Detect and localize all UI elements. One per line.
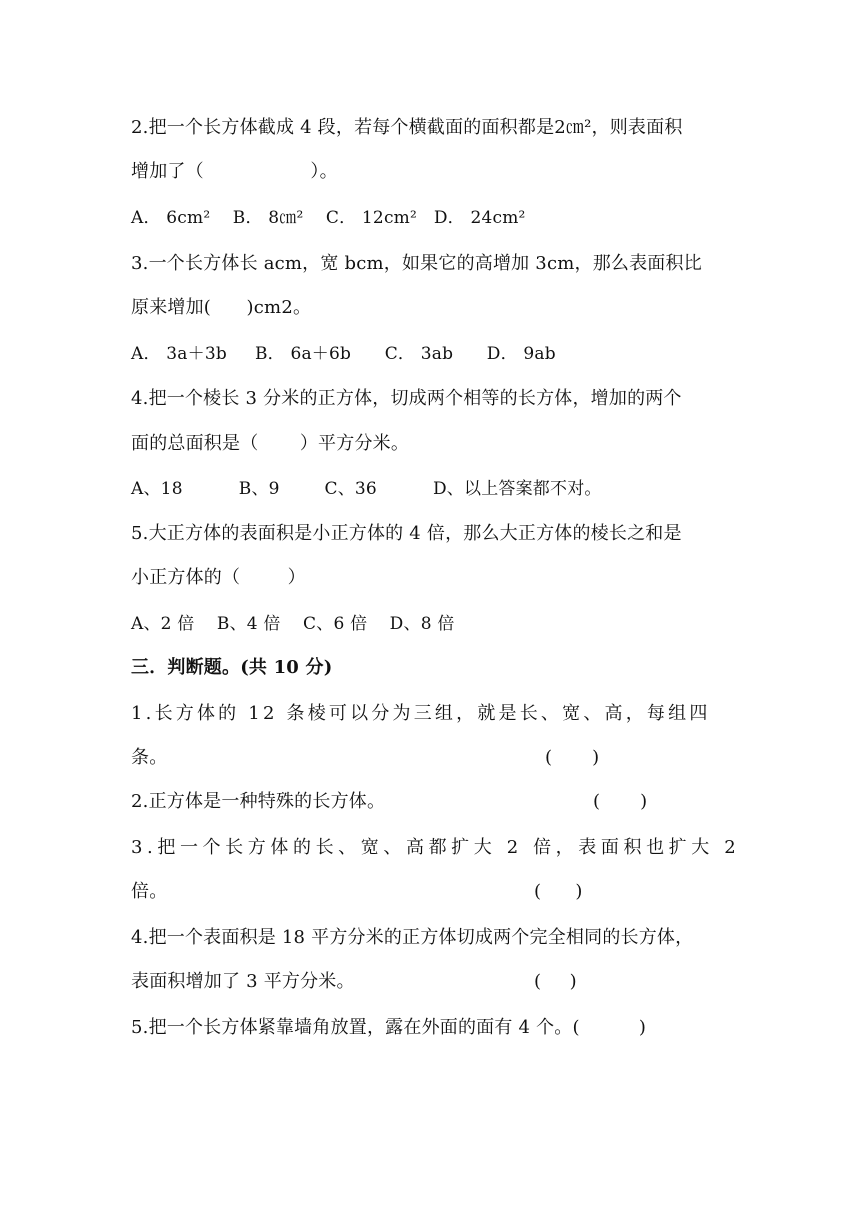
- section-heading: 三．判断题。(共 10 分): [131, 657, 333, 678]
- q2-options: A． 6cm² B． 8㎝² C． 12cm² D． 24cm²: [131, 208, 526, 228]
- judge1-line1: 1.长方体的 12 条棱可以分为三组，就是长、宽、高，每组四: [131, 703, 711, 724]
- q4-options: A、18 B、9 C、36 D、以上答案都不对。: [131, 479, 602, 499]
- judge3-line1: 3.把一个长方体的长、宽、高都扩大 2 倍，表面积也扩大 2: [131, 837, 741, 858]
- q4-line2: 面的总面积是（ ）平方分米。: [131, 433, 410, 454]
- q2-line2: 增加了（ ）。: [131, 161, 338, 182]
- judge5-line1: 5.把一个长方体紧靠墙角放置，露在外面的面有 4 个。( ): [131, 1017, 647, 1038]
- q4-line1: 4.把一个棱长 3 分米的正方体，切成两个相等的长方体，增加的两个: [131, 388, 682, 409]
- q3-options: A． 3a＋3b B． 6a＋6b C． 3ab D． 9ab: [131, 344, 556, 364]
- judge2-line1: 2.正方体是一种特殊的长方体。: [131, 791, 386, 812]
- judge4-answer-blank: ( ): [534, 971, 577, 992]
- judge1-line2: 条。: [131, 747, 168, 768]
- judge4-line2: 表面积增加了 3 平方分米。: [131, 971, 355, 992]
- judge3-answer-blank: ( ): [534, 881, 583, 902]
- judge1-answer-blank: ( ): [545, 747, 600, 768]
- q5-line2: 小正方体的（ ）: [131, 567, 306, 588]
- q5-options: A、2 倍 B、4 倍 C、6 倍 D、8 倍: [131, 614, 455, 634]
- q3-line2: 原来增加( )cm2。: [131, 297, 312, 318]
- q3-line1: 3.一个长方体长 acm，宽 bcm，如果它的高增加 3cm，那么表面积比: [131, 253, 702, 274]
- judge4-line1: 4.把一个表面积是 18 平方分米的正方体切成两个完全相同的长方体，: [131, 927, 694, 948]
- judge3-line2: 倍。: [131, 881, 168, 902]
- q2-line1: 2.把一个长方体截成 4 段，若每个横截面的面积都是2㎝²，则表面积: [131, 117, 683, 138]
- judge2-answer-blank: ( ): [593, 791, 648, 812]
- q5-line1: 5.大正方体的表面积是小正方体的 4 倍，那么大正方体的棱长之和是: [131, 523, 682, 544]
